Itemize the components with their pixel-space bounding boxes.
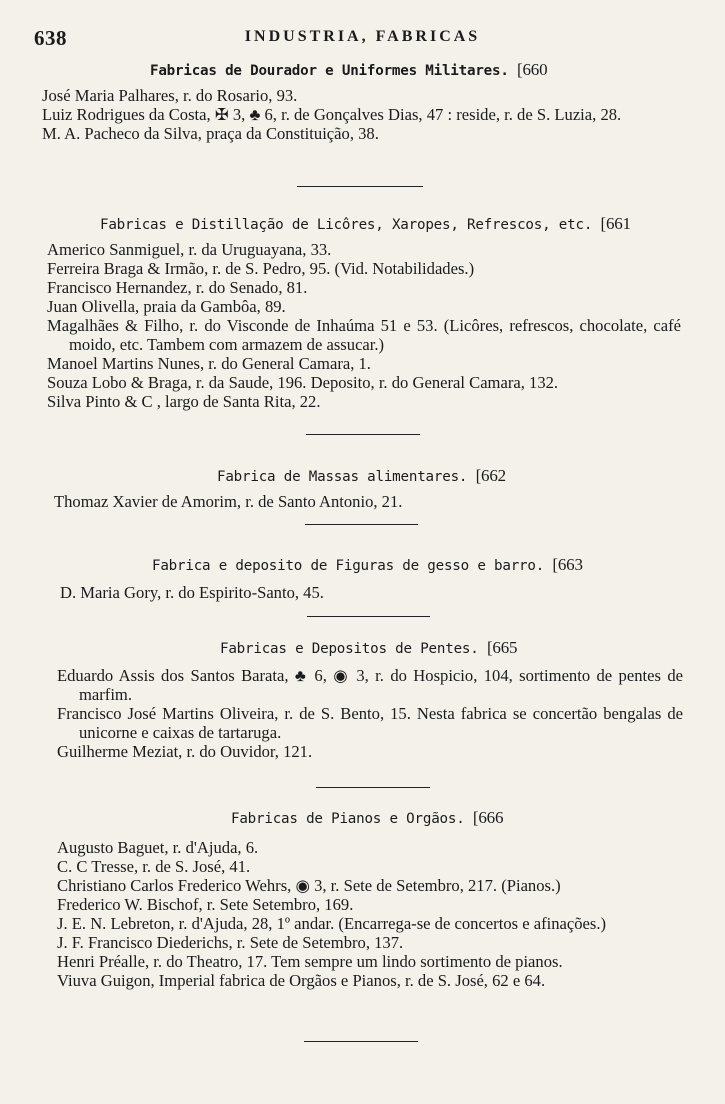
list-item: José Maria Palhares, r. do Rosario, 93. bbox=[42, 86, 298, 105]
list-item: Guilherme Meziat, r. do Ouvidor, 121. bbox=[57, 742, 313, 761]
list-item: Ferreira Braga & Irmão, r. de S. Pedro, 95. (Vid. Notabilidades.) bbox=[47, 259, 475, 278]
entry-list bbox=[60, 583, 681, 602]
running-title: INDUSTRIA, FABRICAS bbox=[244, 28, 481, 45]
section-number: [661 bbox=[600, 214, 631, 233]
list-item: D. Maria Gory, r. do Espirito-Santo, 45. bbox=[60, 583, 324, 602]
list-item: Juan Olivella, praia da Gambôa, 89. bbox=[47, 297, 286, 316]
section-title: Fabricas de Dourador e Uniformes Militares. [660 bbox=[150, 60, 548, 79]
section-663 bbox=[0, 555, 725, 602]
list-item: Augusto Baguet, r. d'Ajuda, 6. bbox=[57, 838, 259, 857]
divider bbox=[306, 434, 420, 435]
list-item: Henri Préalle, r. do Theatro, 17. Tem sempre um lindo sortimento de pianos. bbox=[57, 952, 563, 971]
list-item: J. F. Francisco Diederichs, r. Sete de Setembro, 137. bbox=[57, 933, 404, 952]
section-number: [660 bbox=[517, 60, 548, 79]
section-665 bbox=[0, 638, 725, 761]
list-item: Viuva Guigon, Imperial fabrica de Orgãos e Pianos, r. de S. José, 62 e 64. bbox=[57, 971, 546, 990]
section-661 bbox=[0, 214, 725, 411]
list-item: Luiz Rodrigues da Costa, ✠ 3, ♣ 6, r. de Gonçalves Dias, 47 : reside, r. de S. Luzia, 28. bbox=[42, 105, 622, 124]
divider bbox=[305, 524, 418, 525]
list-item: C. C Tresse, r. de S. José, 41. bbox=[57, 857, 251, 876]
list-item: Eduardo Assis dos Santos Barata, ♣ 6, ◉ 3, r. do Hospicio, 104, sortimento de pentes de marfim. bbox=[57, 666, 683, 704]
list-item: Souza Lobo & Braga, r. da Saude, 196. Deposito, r. do General Camara, 132. bbox=[47, 373, 559, 392]
section-number: [665 bbox=[486, 638, 518, 657]
section-number: [666 bbox=[472, 808, 504, 827]
section-666 bbox=[0, 808, 725, 990]
entry-list bbox=[47, 240, 681, 411]
list-item: Silva Pinto & C , largo de Santa Rita, 22. bbox=[47, 392, 321, 411]
list-item: M. A. Pacheco da Silva, praça da Constituição, 38. bbox=[42, 124, 379, 143]
list-item: Frederico W. Bischof, r. Sete Setembro, 169. bbox=[57, 895, 354, 914]
list-item: Francisco Hernandez, r. do Senado, 81. bbox=[47, 278, 308, 297]
entry-list bbox=[57, 666, 683, 761]
list-item: Manoel Martins Nunes, r. do General Camara, 1. bbox=[47, 354, 371, 373]
list-item: Francisco José Martins Oliveira, r. de S. Bento, 15. Nesta fabrica se concertão bengalas de unicorne e caixas de tartaruga. bbox=[57, 704, 683, 742]
divider bbox=[316, 787, 430, 788]
section-title: Fabricas e Depositos de Pentes. [665 bbox=[220, 638, 518, 657]
section-number: [663 bbox=[552, 555, 583, 574]
section-title: Fabrica de Massas alimentares. [662 bbox=[217, 466, 506, 485]
section-662 bbox=[0, 466, 725, 511]
running-header bbox=[0, 26, 725, 50]
list-item: Christiano Carlos Frederico Wehrs, ◉ 3, r. Sete de Setembro, 217. (Pianos.) bbox=[57, 876, 561, 895]
divider bbox=[297, 186, 423, 187]
section-660 bbox=[0, 60, 725, 143]
section-number: [662 bbox=[475, 466, 506, 485]
entry-list bbox=[54, 492, 681, 511]
entry-list bbox=[57, 838, 687, 990]
list-item: Magalhães & Filho, r. do Visconde de Inhaúma 51 e 53. (Licôres, refrescos, chocolate, café moido, etc. Tambem com armazem de assucar.) bbox=[47, 316, 681, 354]
list-item: Thomaz Xavier de Amorim, r. de Santo Antonio, 21. bbox=[54, 492, 403, 511]
list-item: J. E. N. Lebreton, r. d'Ajuda, 28, 1º andar. (Encarrega-se de concertos e afinações.) bbox=[57, 914, 607, 933]
page-number: 638 bbox=[34, 26, 67, 50]
list-item: Americo Sanmiguel, r. da Uruguayana, 33. bbox=[47, 240, 332, 259]
divider bbox=[307, 616, 430, 617]
section-title: Fabrica e deposito de Figuras de gesso e barro. [663 bbox=[152, 555, 583, 574]
divider bbox=[304, 1041, 418, 1042]
entry-list bbox=[42, 86, 671, 143]
section-title: Fabricas de Pianos e Orgãos. [666 bbox=[231, 808, 504, 827]
section-title: Fabricas e Distillação de Licôres, Xaropes, Refrescos, etc. [661 bbox=[100, 214, 631, 233]
